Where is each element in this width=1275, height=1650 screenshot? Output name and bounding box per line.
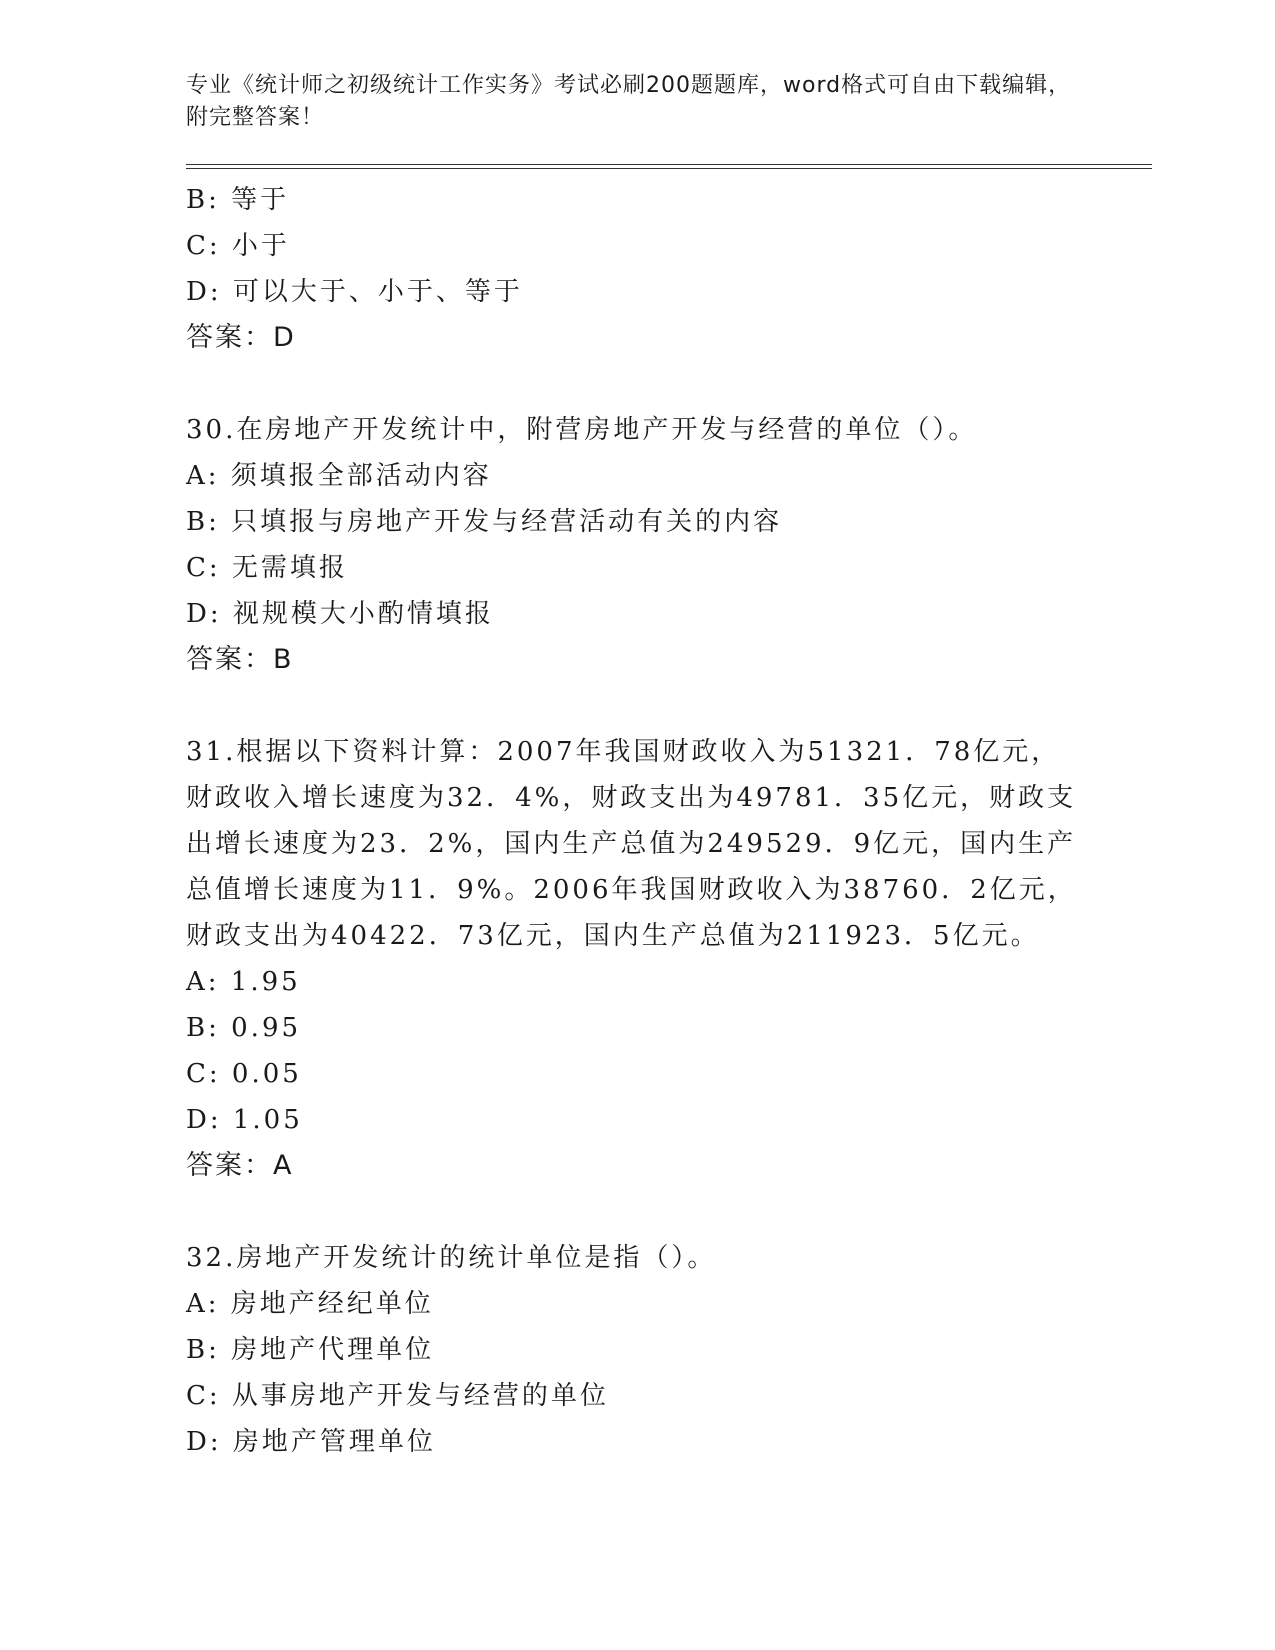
option-d: D: 房地产管理单位 bbox=[186, 1427, 436, 1457]
question-30 bbox=[186, 407, 1156, 683]
option-a: A: 1.95 bbox=[186, 967, 301, 997]
document-page bbox=[186, 70, 1156, 1465]
option-b: B: 0.95 bbox=[186, 1013, 302, 1043]
option-a: A: 须填报全部活动内容 bbox=[186, 461, 492, 491]
answer: 答案：B bbox=[186, 644, 294, 675]
option-c: C: 0.05 bbox=[186, 1059, 302, 1089]
option-b: B: 只填报与房地产开发与经营活动有关的内容 bbox=[186, 507, 783, 537]
answer: 答案：D bbox=[186, 322, 296, 353]
document-header: 专业《统计师之初级统计工作实务》考试必刷200题题库，word格式可自由下载编辑，附完整答案！ bbox=[186, 73, 1072, 130]
question-32 bbox=[186, 1235, 1156, 1465]
question-31 bbox=[186, 729, 1156, 1189]
option-b: B: 等于 bbox=[186, 185, 290, 215]
option-c: C: 从事房地产开发与经营的单位 bbox=[186, 1381, 609, 1411]
option-d: D: 可以大于、小于、等于 bbox=[186, 277, 523, 307]
option-b: B: 房地产代理单位 bbox=[186, 1335, 435, 1365]
question-stem: 32.房地产开发统计的统计单位是指（）。 bbox=[186, 1243, 717, 1273]
option-c: C: 无需填报 bbox=[186, 553, 348, 583]
answer: 答案：A bbox=[186, 1150, 294, 1181]
question-stem: 30.在房地产开发统计中，附营房地产开发与经营的单位（）。 bbox=[186, 415, 978, 445]
question-29-fragment bbox=[186, 177, 1156, 361]
option-a: A: 房地产经纪单位 bbox=[186, 1289, 434, 1319]
header-divider bbox=[186, 164, 1152, 169]
option-d: D: 视规模大小酌情填报 bbox=[186, 599, 494, 629]
option-d: D: 1.05 bbox=[186, 1105, 303, 1135]
question-stem: 31.根据以下资料计算：2007年我国财政收入为51321．78亿元，财政收入增长速度为32．4%，财政支出为49781．35亿元，财政支出增长速度为23．2%，国内生产总值为249529．9亿元，国内生产总值增长速度为11．9%。2006年我国财政收入为38760．2亿元，财政支出为40422．73亿元，国内生产总值为211923．5亿元。 bbox=[186, 737, 1077, 951]
option-c: C: 小于 bbox=[186, 231, 290, 261]
